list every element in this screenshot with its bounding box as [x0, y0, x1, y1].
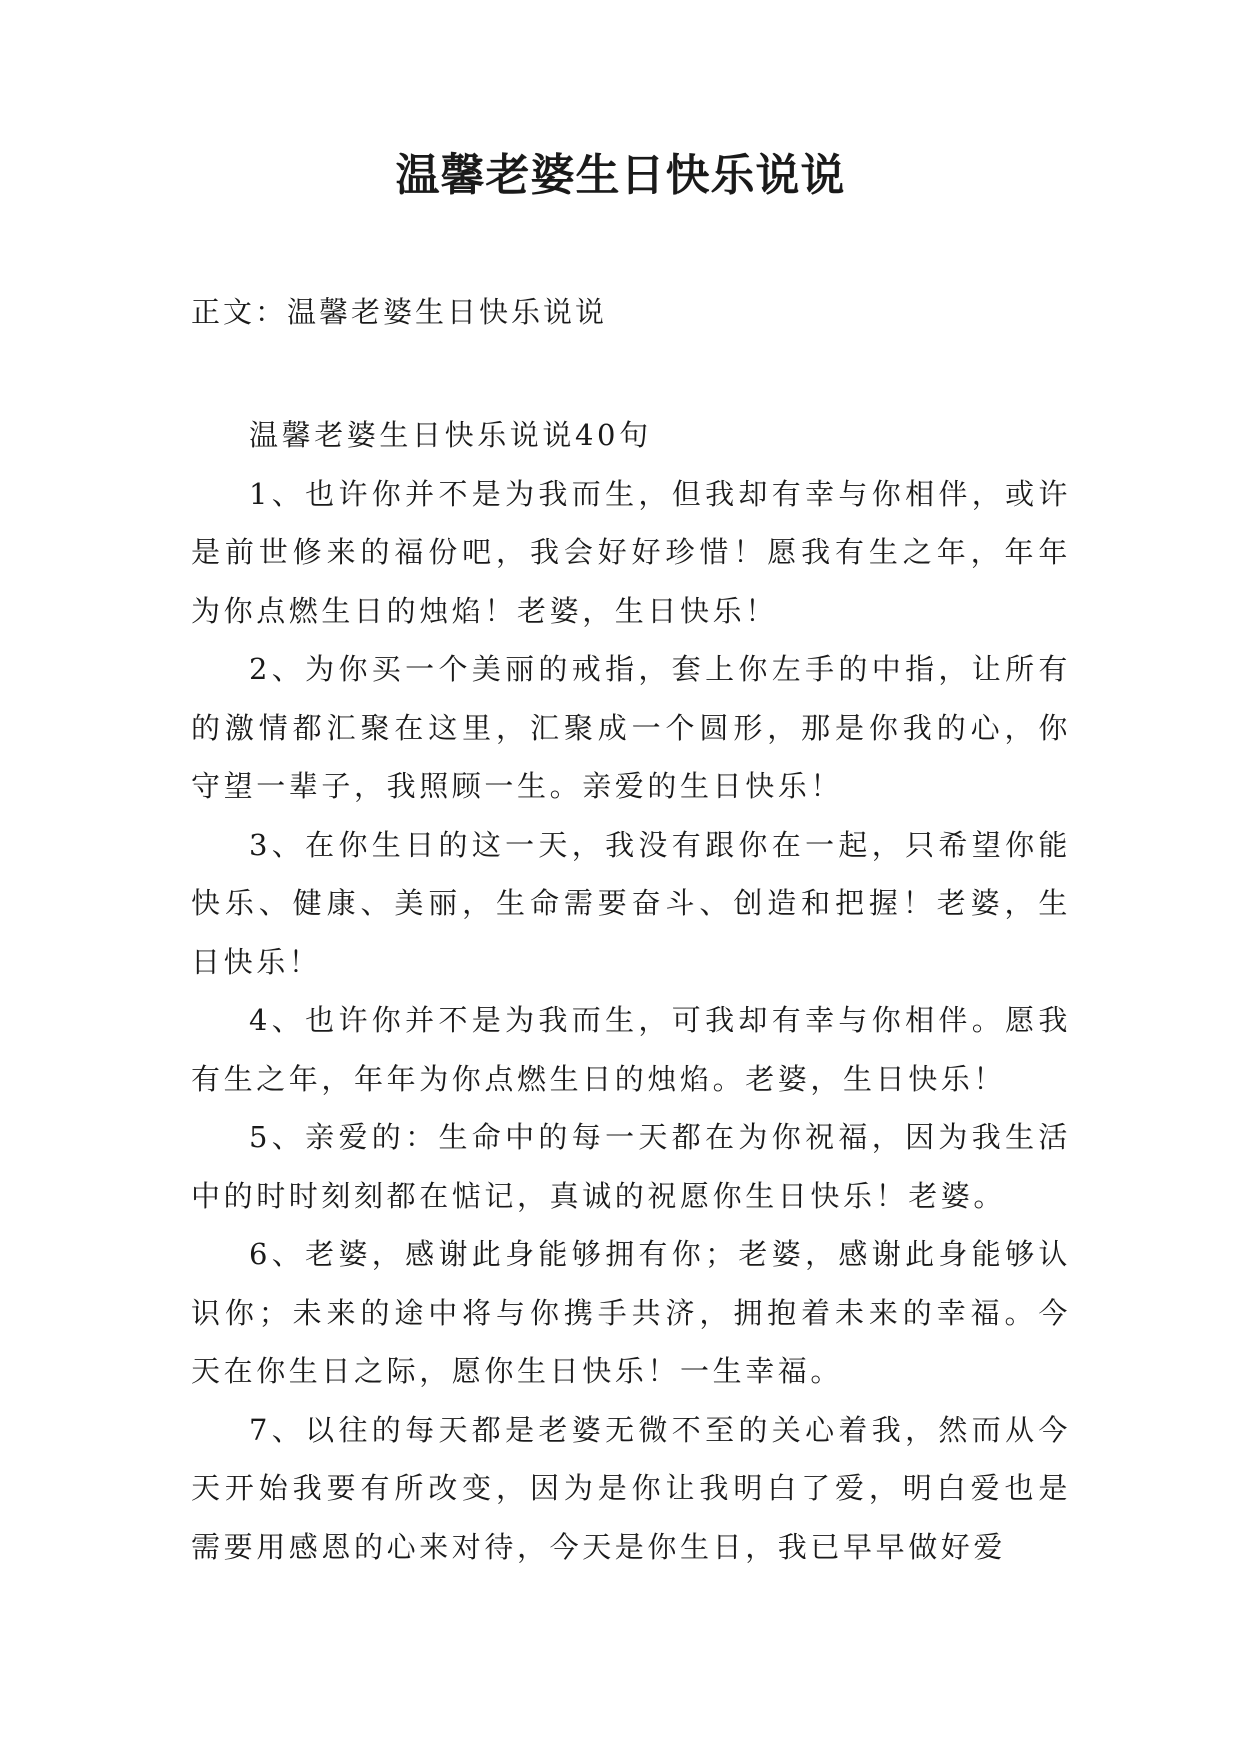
paragraph-4: 4、也许你并不是为我而生，可我却有幸与你相伴。愿我有生之年，年年为你点燃生日的烛焰。老婆，生日快乐！ — [191, 1003, 1071, 1096]
paragraph-6: 6、老婆，感谢此身能够拥有你；老婆，感谢此身能够认识你；未来的途中将与你携手共济，拥抱着未来的幸福。今天在你生日之际，愿你生日快乐！一生幸福。 — [191, 1237, 1071, 1388]
document-body — [191, 406, 1071, 1576]
body-heading: 温馨老婆生日快乐说说40句 — [249, 418, 652, 452]
paragraph-1: 1、也许你并不是为我而生，但我却有幸与你相伴，或许是前世修来的福份吧，我会好好珍惜！愿我有生之年，年年为你点燃生日的烛焰！老婆，生日快乐！ — [191, 476, 1071, 628]
document-title: 温馨老婆生日快乐说说 — [395, 150, 846, 201]
subject-line: 正文：温馨老婆生日快乐说说 — [191, 295, 608, 329]
paragraph-3: 3、在你生日的这一天，我没有跟你在一起，只希望你能快乐、健康、美丽，生命需要奋斗、创造和把握！老婆，生日快乐！ — [191, 827, 1071, 979]
paragraph-2: 2、为你买一个美丽的戒指，套上你左手的中指，让所有的激情都汇聚在这里，汇聚成一个圆形，那是你我的心，你守望一辈子，我照顾一生。亲爱的生日快乐！ — [191, 652, 1071, 803]
paragraph-7: 7、以往的每天都是老婆无微不至的关心着我，然而从今天开始我要有所改变，因为是你让我明白了爱，明白爱也是需要用感恩的心来对待，今天是你生日，我已早早做好爱 — [191, 1412, 1071, 1564]
paragraph-5: 5、亲爱的：生命中的每一天都在为你祝福，因为我生活中的时时刻刻都在惦记，真诚的祝愿你生日快乐！老婆。 — [191, 1120, 1071, 1213]
